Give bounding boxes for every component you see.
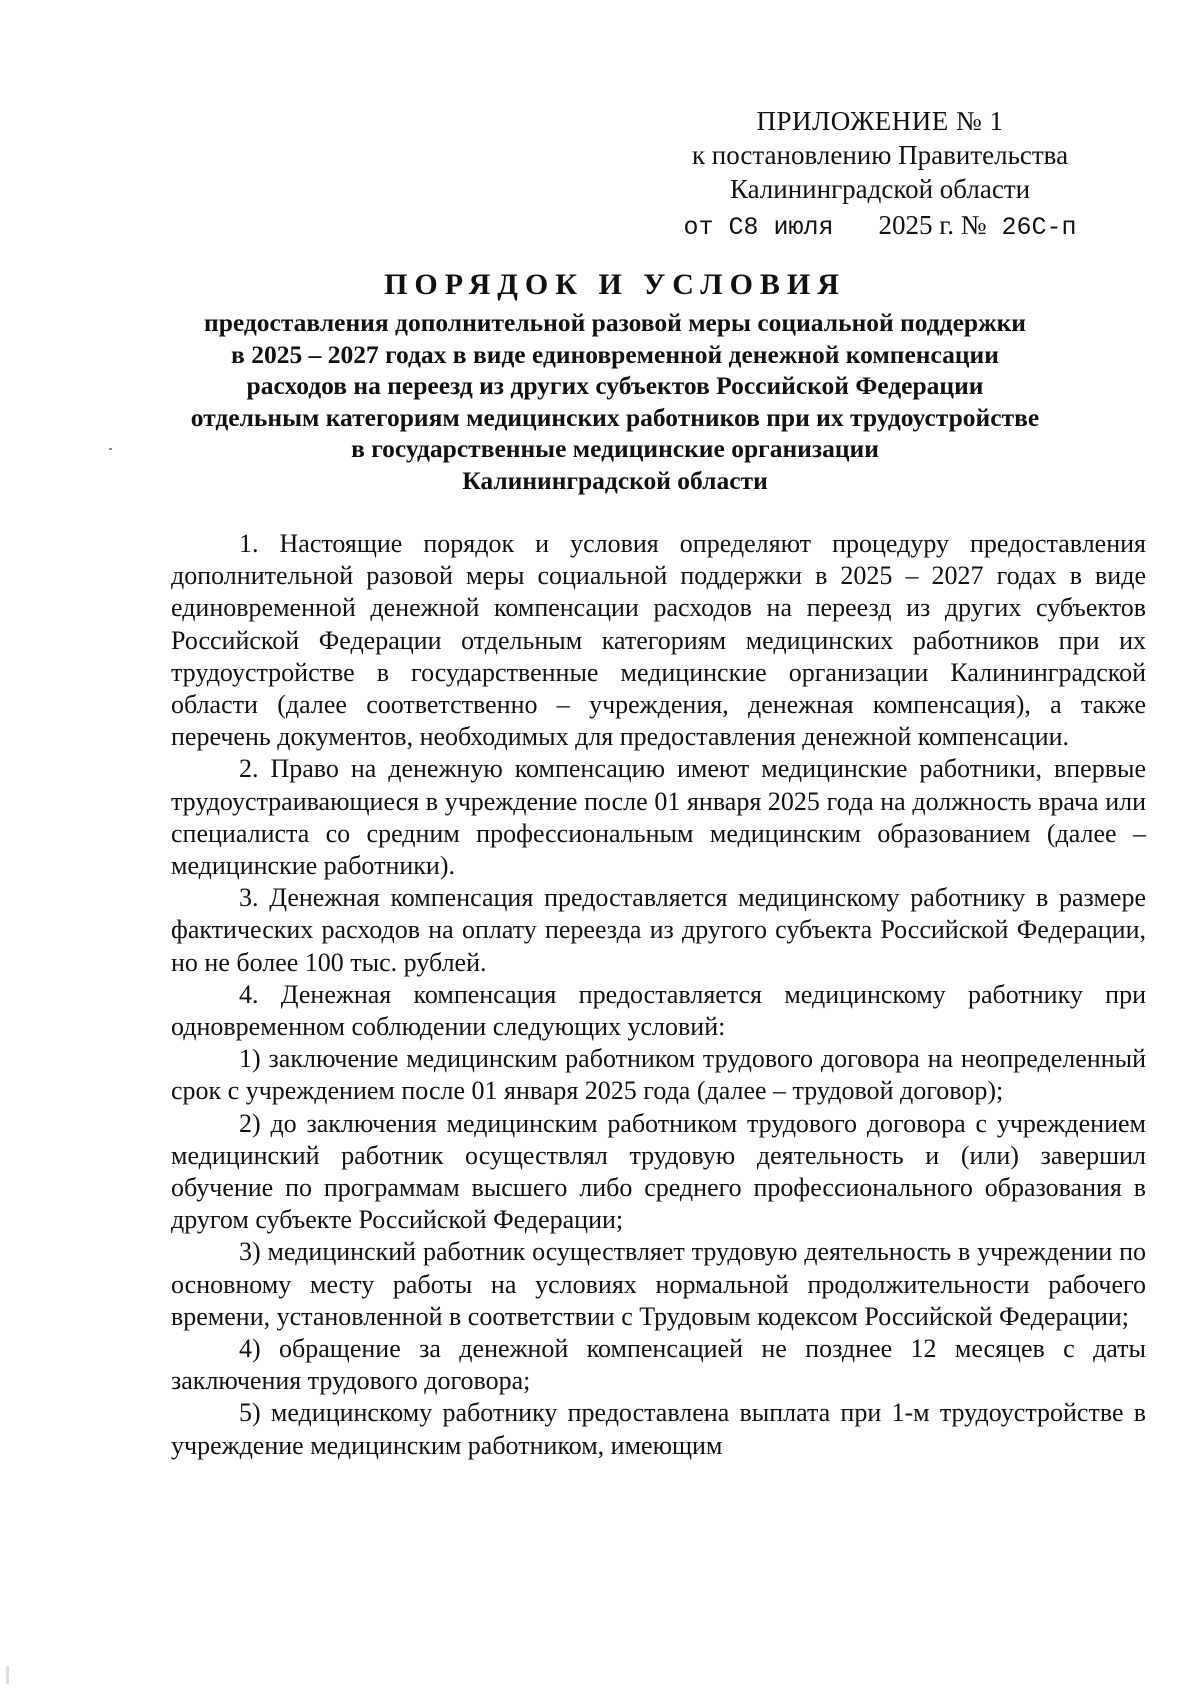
paragraph-4: 4. Денежная компенсация предоставляется медицинскому работнику при одновременном соблюдении следующих условий: — [171, 979, 1146, 1042]
condition-4: 4) обращение за денежной компенсацией не позднее 12 месяцев с даты заключения трудового договора; — [171, 1334, 1146, 1396]
heading-subtitle-line: расходов на переезд из других субъектов Российской Федерации — [246, 371, 984, 400]
appendix-dateline — [620, 208, 1140, 245]
document-heading — [150, 265, 1080, 496]
heading-subtitle-line: в государственные медицинские организации — [351, 434, 879, 463]
condition-3: 3) медицинский работник осуществляет трудовую деятельность в учреждении по основному месту работы на условиях нормальной продолжительности рабочего времени, установленной в соответствии с Трудовым кодексом Российской Федерации; — [171, 1237, 1146, 1331]
heading-subtitle-line: предоставления дополнительной разовой меры социальной поддержки — [204, 308, 1026, 337]
heading-subtitle-line: Калининградской области — [462, 465, 768, 495]
appendix-year: 2025 г. № — [878, 210, 987, 240]
scan-edge-mark — [6, 1666, 9, 1684]
heading-subtitle-line: отдельным категориям медицинских работников при их трудоустройстве — [190, 402, 1040, 432]
appendix-number: 26С-п — [1001, 213, 1077, 242]
condition-5: 5) медицинскому работнику предоставлена выплата при 1-м трудоустройстве в учреждение медицинским работником, имеющим — [171, 1398, 1146, 1460]
paragraph-2: 2. Право на денежную компенсацию имеют медицинские работники, впервые трудоустраивающиеся в учреждение после 01 января 2025 года на должность врача или специалиста со средним профессиональным медицинским образованием (далее – медицинские работники). — [171, 754, 1146, 881]
scan-speck — [109, 448, 112, 450]
heading-title: ПОРЯДОК И УСЛОВИЯ — [384, 268, 846, 301]
condition-2: 2) до заключения медицинским работником трудового договора с учреждением медицинский работник осуществлял трудовую деятельность и (или) завершил обучение по программам высшего либо среднего профессионального образования в другом субъекте Российской Федерации; — [171, 1108, 1146, 1235]
appendix-date: от С8 июля — [683, 213, 834, 242]
appendix-line-1: к постановлению Правительства — [691, 140, 1069, 170]
appendix-header — [620, 104, 1140, 245]
document-body — [171, 528, 1146, 1462]
appendix-line-2: Калининградской области — [729, 174, 1031, 204]
paragraph-3: 3. Денежная компенсация предоставляется медицинскому работнику в размере фактических расходов на оплату переезда из другого субъекта Российской Федерации, но не более 100 тыс. рублей. — [171, 883, 1146, 977]
appendix-title: ПРИЛОЖЕНИЕ № 1 — [756, 106, 1004, 136]
condition-1: 1) заключение медицинским работником трудового договора на неопределенный срок с учреждением после 01 января 2025 года (далее – трудовой договор); — [171, 1044, 1146, 1106]
heading-subtitle-line: в 2025 – 2027 годах в виде единовременной денежной компенсации — [231, 339, 999, 369]
paragraph-1: 1. Настоящие порядок и условия определяют процедуру предоставления дополнительной разовой меры социальной поддержки в 2025 – 2027 годах в виде единовременной денежной компенсации расходов на переезд из других субъектов Российской Федерации отдельным категориям медицинских работников при их трудоустройстве в государственные медицинские организации Калининградской области (далее соответственно – учреждения, денежная компенсация), а также перечень документов, необходимых для предоставления денежной компенсации. — [171, 529, 1146, 752]
